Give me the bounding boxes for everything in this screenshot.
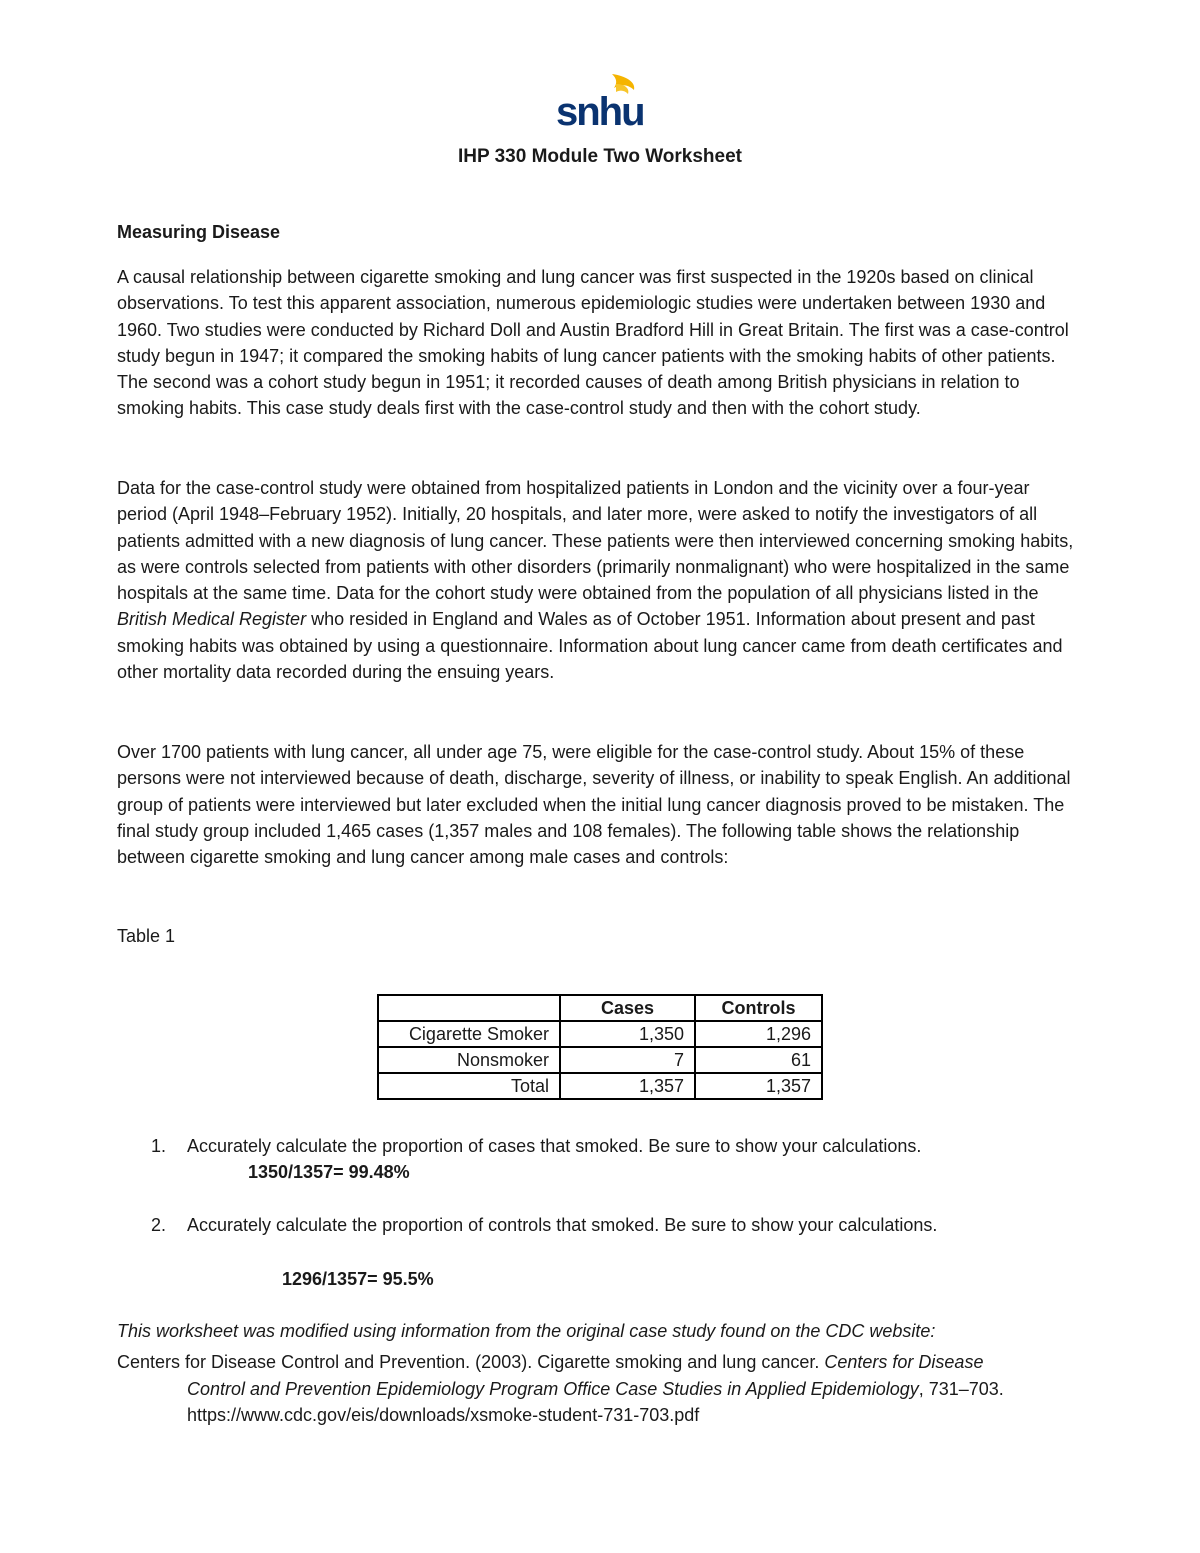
- table-row: [378, 1021, 822, 1047]
- answer-2: 1296/1357= 95.5%: [282, 1269, 434, 1289]
- reference-line-1: [117, 1349, 1083, 1376]
- paragraph-2: [117, 475, 1083, 685]
- paragraph-3: Over 1700 patients with lung cancer, all under age 75, were eligible for the case-control study. About 15% of these persons were not interviewed because of death, discharge, severity of illness, or inability to speak English. An additional group of patients were interviewed but later excluded when the initial lung cancer diagnosis proved to be mistaken. The final study group included 1,465 cases (1,357 males and 108 females). The following table shows the relationship between cigarette smoking and lung cancer among male cases and controls:: [117, 742, 1071, 868]
- table-header-row: [378, 995, 822, 1021]
- table-header-cell: [378, 995, 560, 1021]
- question-text: Accurately calculate the proportion of cases that smoked. Be sure to show your calculations.: [187, 1136, 922, 1156]
- table-cell: 1,357: [560, 1073, 695, 1099]
- question-number: 2.: [151, 1215, 167, 1235]
- source-note: This worksheet was modified using information from the original case study found on the CDC website:: [117, 1321, 936, 1341]
- paragraph-2-italic: British Medical Register: [117, 609, 307, 630]
- reference-text: Centers for Disease Control and Prevention. (2003). Cigarette smoking and lung cancer.: [117, 1352, 825, 1372]
- reference-italic: Centers for Disease: [824, 1352, 984, 1372]
- reference-italic: Control and Prevention Epidemiology Program Office Case Studies in Applied Epidemiology: [187, 1378, 919, 1399]
- reference-line-2: [117, 1376, 1083, 1403]
- table-cell: Total: [378, 1073, 560, 1099]
- table-row: [378, 1073, 822, 1099]
- page-title: IHP 330 Module Two Worksheet: [457, 146, 742, 167]
- table-cell: 61: [695, 1047, 822, 1073]
- table-cell: 1,357: [695, 1073, 822, 1099]
- logo-text: snhu: [556, 90, 644, 134]
- paragraph-1: A causal relationship between cigarette smoking and lung cancer was first suspected in the 1920s based on clinical observations. To test this apparent association, numerous epidemiologic studies were undertaken between 1930 and 1960. Two studies were conducted by Richard Doll and Austin Bradford Hill in Great Britain. The first was a case-control study begun in 1947; it compared the smoking habits of lung cancer patients with the smoking habits of other patients. The second was a cohort study begun in 1951; it recorded causes of death among British physicians in relation to smoking habits. This case study deals first with the case-control study and then with the cohort study.: [117, 267, 1069, 419]
- question-number: 1.: [151, 1136, 167, 1156]
- reference: [117, 1349, 1083, 1429]
- section-heading: Measuring Disease: [117, 222, 281, 242]
- snhu-logo: [556, 72, 644, 134]
- table-cell: Nonsmoker: [378, 1047, 560, 1073]
- table-header-cell: Cases: [560, 995, 695, 1021]
- table-cell: 1,350: [560, 1021, 695, 1047]
- table-header-cell: Controls: [695, 995, 822, 1021]
- table-cell: 7: [560, 1047, 695, 1073]
- table-cell: Cigarette Smoker: [378, 1021, 560, 1047]
- table-label: Table 1: [117, 926, 176, 946]
- paragraph-2-text-b: who resided in England and Wales as of October 1951. Information about present and past smoking habits was obtained by using a questionnaire. Information about lung cancer came from death certificates and other mortality data recorded during the ensuing years.: [117, 609, 1063, 683]
- answer-1: 1350/1357= 99.48%: [248, 1162, 410, 1182]
- reference-url[interactable]: https://www.cdc.gov/eis/downloads/xsmoke-student-731-703.pdf: [187, 1405, 700, 1425]
- table-row: [378, 1047, 822, 1073]
- reference-text: , 731–703.: [918, 1378, 1004, 1399]
- paragraph-2-text-a: Data for the case-control study were obtained from hospitalized patients in London and the vicinity over a four-year period (April 1948–February 1952). Initially, 20 hospitals, and later more, were asked to notify the investigators of all patients admitted with a new diagnosis of lung cancer. These patients were then interviewed concerning smoking habits, as were controls selected from patients with other disorders (primarily nonmalignant) who were hospitalized in the same hospitals at the same time. Data for the cohort study were obtained from the population of all physicians listed in the: [117, 478, 1074, 604]
- table-cell: 1,296: [695, 1021, 822, 1047]
- data-table: [377, 994, 823, 1100]
- question-text: Accurately calculate the proportion of controls that smoked. Be sure to show your calculations.: [187, 1215, 938, 1235]
